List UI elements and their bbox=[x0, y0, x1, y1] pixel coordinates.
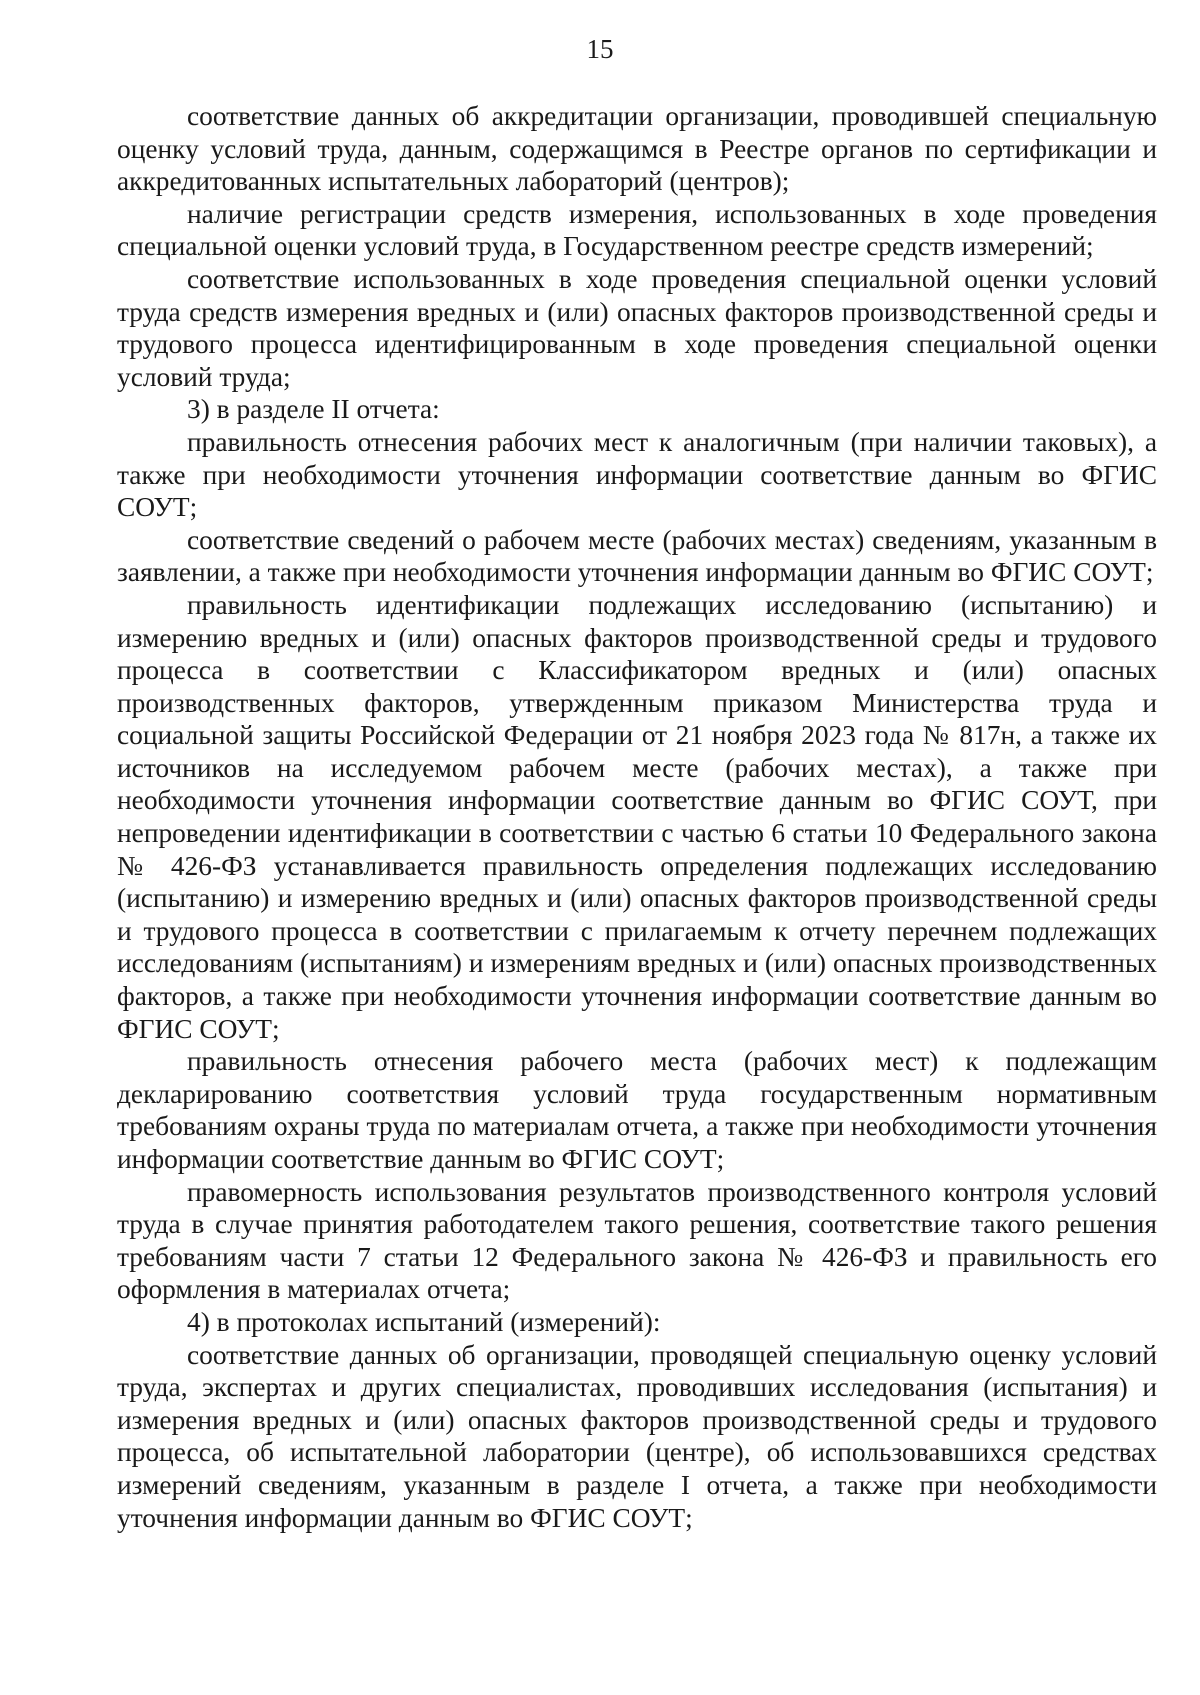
paragraph-measurement-conformity: соответствие использованных в ходе проведения специальной оценки условий труда средств измерения вредных и (или) опасных факторов производственной среды и трудового процесса идентифицированным в ходе проведения специальной оценки условий труда; bbox=[117, 263, 1157, 392]
paragraph-measurement-registration: наличие регистрации средств измерения, использованных в ходе проведения специальной оценки условий труда, в Государственном реестре средств измерений; bbox=[117, 198, 1157, 262]
paragraph-protocol-data: соответствие данных об организации, проводящей специальную оценку условий труда, экспертах и других специалистах, проводивших исследования (испытания) и измерения вредных и (или) опасных факторов производственной среды и трудового процесса, об испытательной лаборатории (центре), об использовавшихся средствах измерений сведениям, указанным в разделе I отчета, а также при необходимости уточнения информации данным во ФГИС СОУТ; bbox=[117, 1339, 1157, 1533]
paragraph-declaration: правильность отнесения рабочего места (рабочих мест) к подлежащим декларированию соответствия условий труда государственным нормативным требованиям охраны труда по материалам отчета, а также при необходимости уточнения информации соответствие данным во ФГИС СОУТ; bbox=[117, 1046, 1157, 1174]
page-number: 15 bbox=[586, 34, 614, 64]
paragraph-workplace-info: соответствие сведений о рабочем месте (рабочих местах) сведениям, указанным в заявлении, а также при необходимости уточнения информации данным во ФГИС СОУТ; bbox=[117, 524, 1157, 588]
paragraph-accreditation-data: соответствие данных об аккредитации организации, проводившей специальную оценку условий труда, данным, содержащимся в Реестре органов по сертификации и аккредитованных испытательных лабораторий (центров); bbox=[117, 101, 1157, 197]
paragraph-production-control: правомерность использования результатов производственного контроля условий труда в случае принятия работодателем такого решения, соответствие такого решения требованиям части 7 статьи 12 Федерального закона № 426-ФЗ и правильность его оформления в материалах отчета; bbox=[117, 1176, 1157, 1305]
item-4-heading: 4) в протоколах испытаний (измерений): bbox=[187, 1306, 661, 1337]
document-body bbox=[117, 100, 1157, 1534]
item-3-heading: 3) в разделе II отчета: bbox=[187, 394, 440, 425]
paragraph-factor-identification: правильность идентификации подлежащих исследованию (испытанию) и измерению вредных и (или) опасных факторов производственной среды и трудового процесса в соответствии с Классификатором вредных и (или) опасных производственных факторов, утвержденным приказом Министерства труда и социальной защиты Российской Федерации от 21 ноября 2023 года № 817н, а также их источников на исследуемом рабочем месте (рабочих местах), а также при необходимости уточнения информации соответствие данным во ФГИС СОУТ, при непроведении идентификации в соответствии с частью 6 статьи 10 Федерального закона № 426-ФЗ устанавливается правильность определения подлежащих исследованию (испытанию) и измерению вредных и (или) опасных факторов производственной среды и трудового процесса в соответствии с прилагаемым к отчету перечнем подлежащих исследованиям (испытаниям) и измерениям вредных и (или) опасных производственных факторов, а также при необходимости уточнения информации соответствие данным во ФГИС СОУТ; bbox=[117, 589, 1157, 1044]
paragraph-analogous-workplaces: правильность отнесения рабочих мест к аналогичным (при наличии таковых), а также при необходимости уточнения информации соответствие данным во ФГИС СОУТ; bbox=[117, 426, 1157, 523]
